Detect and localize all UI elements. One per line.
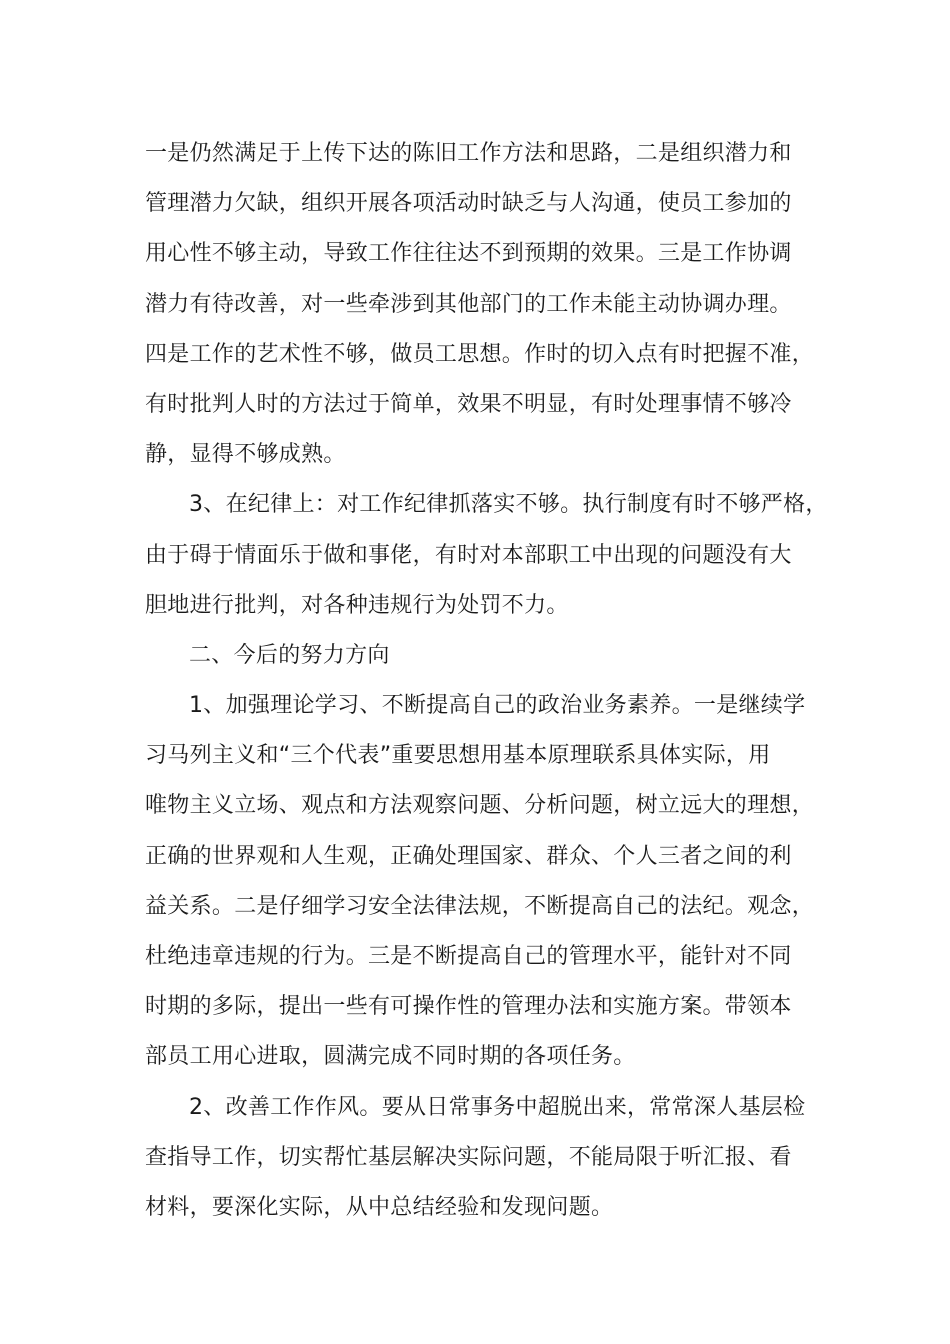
text-line: 管理潜力欠缺，组织开展各项活动时缺乏与人沟通，使员工参加的: [145, 191, 792, 217]
text-line: 用心性不够主动，导致工作往往达不到预期的效果。三是工作协调: [145, 241, 792, 267]
text-line: 时期的多际，提出一些有可操作性的管理办法和实施方案。带领本: [145, 994, 792, 1020]
document-body: [145, 129, 828, 1233]
text-line: 部员工用心进取，圆满完成不同时期的各项任务。: [145, 1044, 636, 1070]
text-line: 唯物主义立场、观点和方法观察问题、分析问题，树立远大的理想，: [145, 793, 815, 819]
text-line: 杜绝违章违规的行为。三是不断提高自己的管理水平，能针对不同: [145, 944, 792, 969]
paragraph-p3: [145, 631, 811, 681]
text-line: 1、加强理论学习、不断提高自己的政治业务素养。一是继续学: [189, 693, 806, 719]
text-line: 2、改善工作作风。要从日常事务中超脱出来，常常深人基层检: [189, 1094, 806, 1120]
text-line: 习马列主义和“三个代表”重要思想用基本原理联系具体实际，用: [145, 743, 771, 769]
text-line: 静，显得不够成熟。: [145, 442, 346, 468]
paragraph-p2: [145, 480, 828, 631]
text-line: 正确的世界观和人生观，正确处理国家、群众、个人三者之间的利: [145, 843, 792, 869]
text-line: 胆地进行批判，对各种违规行为处罚不力。: [145, 592, 569, 618]
text-line: 二、今后的努力方向: [189, 642, 390, 668]
paragraph-p1: [145, 129, 815, 480]
paragraph-p4: [145, 681, 815, 1083]
text-line: 3、在纪律上：对工作纪律抓落实不够。执行制度有时不够严格，: [189, 492, 828, 518]
text-line: 益关系。二是仔细学习安全法律法规，不断提高自己的法纪。观念，: [145, 893, 815, 919]
text-line: 潜力有待改善，对一些牵涉到其他部门的工作未能主动协调办理。: [145, 291, 792, 317]
paragraph-p5: [145, 1083, 811, 1234]
text-line: 查指导工作，切实帮忙基层解决实际问题，不能局限于听汇报、看: [145, 1144, 792, 1170]
text-line: 四是工作的艺术性不够，做员工思想。作时的切入点有时把握不准，: [145, 341, 815, 367]
text-line: 由于碍于情面乐于做和事佬，有时对本部职工中出现的问题没有大: [145, 542, 792, 568]
text-line: 有时批判人时的方法过于简单，效果不明显，有时处理事情不够冷: [145, 391, 792, 417]
text-line: 材料，要深化实际，从中总结经验和发现问题。: [145, 1194, 614, 1220]
text-line: 一是仍然满足于上传下达的陈旧工作方法和思路，二是组织潜力和: [145, 141, 792, 166]
